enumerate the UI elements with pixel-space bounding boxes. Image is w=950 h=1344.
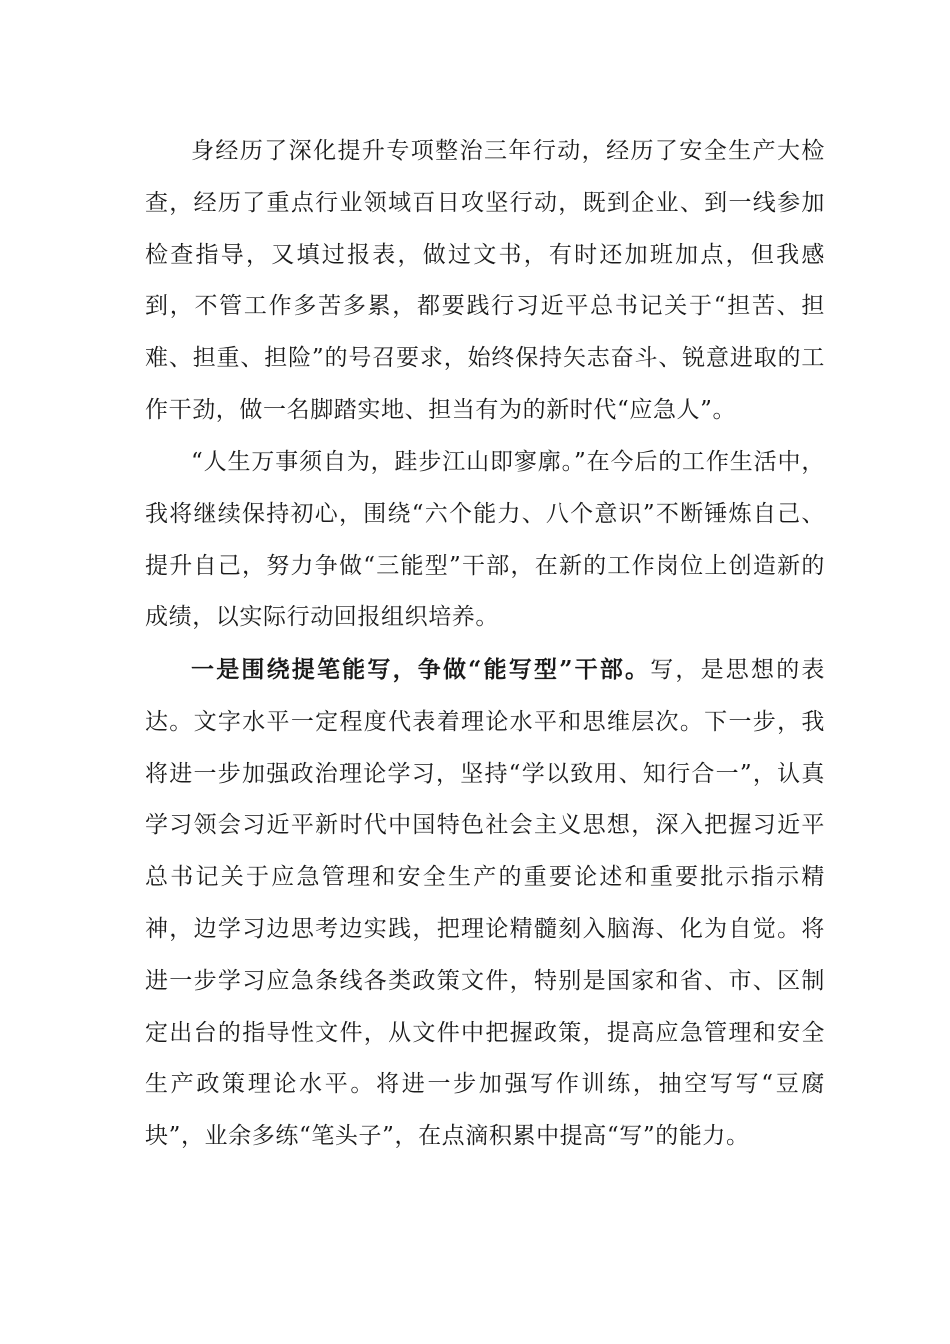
paragraph-3-lead: 一是围绕提笔能写，争做“能写型”干部。 bbox=[191, 656, 651, 683]
paragraph-1 bbox=[145, 126, 825, 437]
paragraph-2-text: “人生万事须自为，跬步江山即寥廓。”在今后的工作生活中，我将继续保持初心，围绕“六个能力、八个意识”不断锤炼自己、提升自己，努力争做“三能型”干部，在新的工作岗位上创造新的成绩，以实际行动回报组织培养。 bbox=[145, 449, 825, 631]
paragraph-3-text: 写，是思想的表达。文字水平一定程度代表着理论水平和思维层次。下一步，我将进一步加强政治理论学习，坚持“学以致用、知行合一”，认真学习领会习近平新时代中国特色社会主义思想，深入把握习近平总书记关于应急管理和安全生产的重要论述和重要批示指示精神，边学习边思考边实践，把理论精髓刻入脑海、化为自觉。将进一步学习应急条线各类政策文件，特别是国家和省、市、区制定出台的指导性文件，从文件中把握政策，提高应急管理和安全生产政策理论水平。将进一步加强写作训练，抽空写写“豆腐块”，业余多练“笔头子”，在点滴积累中提高“写”的能力。 bbox=[145, 657, 826, 1150]
paragraph-3 bbox=[145, 644, 825, 1163]
paragraph-1-text: 身经历了深化提升专项整治三年行动，经历了安全生产大检查，经历了重点行业领域百日攻坚行动，既到企业、到一线参加检查指导，又填过报表，做过文书，有时还加班加点，但我感到，不管工作多苦多累，都要践行习近平总书记关于“担苦、担难、担重、担险”的号召要求，始终保持矢志奋斗、锐意进取的工作干劲，做一名脚踏实地、担当有为的新时代“应急人”。 bbox=[145, 138, 825, 423]
paragraph-2 bbox=[145, 437, 825, 644]
